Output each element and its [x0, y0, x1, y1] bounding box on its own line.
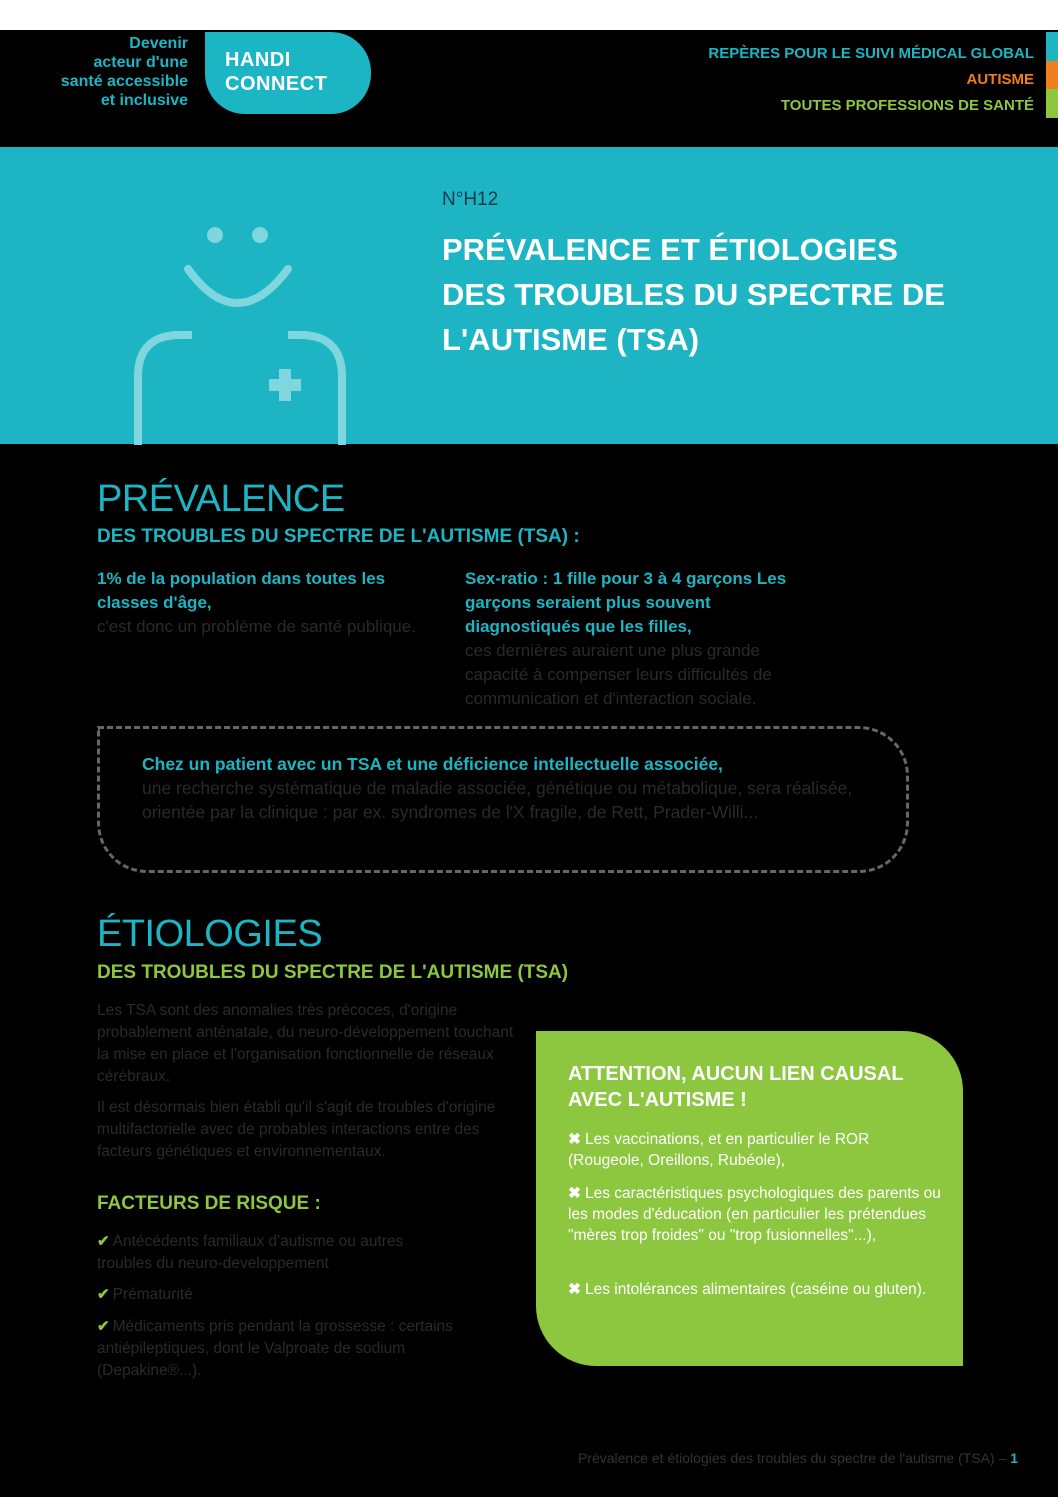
color-bar-segment: [1046, 89, 1058, 118]
cross-icon: ✖: [568, 1281, 581, 1298]
handi-connect-logo: [205, 32, 371, 114]
prevalence-left-text: c'est donc un problème de santé publique.: [97, 617, 416, 636]
attention-item: [568, 1129, 948, 1171]
title-banner: [0, 147, 1058, 444]
prevalence-left-column: [97, 567, 427, 639]
logo-line2: CONNECT: [225, 73, 328, 95]
risk-item-text: Médicaments pris pendant la grossesse : certains antiépileptiques, dont le Valproate de sodium (Depakine®...).: [97, 1318, 453, 1379]
prevalence-right-column: [465, 567, 825, 711]
footer-separator: –: [998, 1450, 1007, 1466]
attention-item-text: Les caractéristiques psychologiques des parents ou les modes d'éducation (en particulier les prétendues "mères trop froides" ou "trop fusionnelles"...),: [568, 1185, 941, 1244]
tagline-line: et inclusive: [100, 92, 188, 109]
category-professions: TOUTES PROFESSIONS DE SANTÉ: [780, 97, 1034, 114]
tagline: [20, 34, 188, 110]
logo-line1: HANDI: [225, 49, 291, 71]
document-number: N°H12: [442, 189, 499, 210]
section-title-etiologies: ÉTIOLOGIES: [97, 913, 323, 955]
attention-item-text: Les intolérances alimentaires (caséine ou gluten).: [585, 1281, 927, 1298]
section-subtitle-prevalence: DES TROUBLES DU SPECTRE DE L'AUTISME (TSA) :: [97, 526, 580, 547]
tagline-line: Devenir: [129, 35, 188, 52]
dashed-note-text: [142, 752, 862, 824]
risk-item: [97, 1316, 457, 1382]
page-title: PRÉVALENCE ET ÉTIOLOGIES DES TROUBLES DU SPECTRE DE L'AUTISME (TSA): [442, 232, 945, 357]
risk-factors-title: FACTEURS DE RISQUE :: [97, 1193, 321, 1214]
page-footer: [578, 1450, 1018, 1466]
prevalence-right-highlight: Sex-ratio : 1 fille pour 3 à 4 garçons Les garçons seraient plus souvent diagnostiqués que les filles,: [465, 569, 787, 636]
cross-icon: ✖: [568, 1131, 581, 1148]
tagline-line: acteur d'une: [93, 54, 188, 71]
section-title-prevalence: PRÉVALENCE: [97, 478, 345, 520]
prevalence-right-text: ces dernières auraient une plus grande capacité à compenser leurs difficultés de communication et d'interaction sociale.: [465, 641, 772, 708]
check-icon: ✔: [97, 1233, 110, 1250]
doctor-smiley-icon: [120, 217, 360, 447]
attention-item: [568, 1183, 948, 1246]
tagline-line: santé accessible: [60, 73, 188, 90]
category-labels: [708, 41, 1034, 119]
category-global: REPÈRES POUR LE SUIVI MÉDICAL GLOBAL: [708, 45, 1034, 62]
color-bar-segment: [1046, 32, 1058, 61]
note-text: une recherche systématique de maladie associée, génétique ou métabolique, sera réalisée, orientée par la clinique : par ex. syndromes de l'X fragile, de Rett, Prader-Willi...: [142, 778, 853, 822]
check-icon: ✔: [97, 1318, 110, 1335]
cross-icon: ✖: [568, 1185, 581, 1202]
etiologies-paragraph-2: Il est désormais bien établi qu'il s'agit de troubles d'origine multifactorielle avec de probables interactions entre des facteurs génétiques et environnementaux.: [97, 1099, 496, 1160]
top-margin: [0, 0, 1058, 30]
check-icon: ✔: [97, 1286, 110, 1303]
etiologies-paragraph-1: Les TSA sont des anomalies très précoces, d'origine probablement anténatale, du neuro-développement touchant la mise en place et l'organisation fonctionnelle de réseaux cérébraux.: [97, 1002, 514, 1085]
attention-box: [536, 1031, 963, 1366]
risk-item: [97, 1231, 457, 1275]
risk-item-text: Prématurité: [112, 1286, 193, 1303]
risk-item-text: Antécédents familiaux d'autisme ou autres troubles du neuro-developpement: [97, 1233, 404, 1272]
category-autisme: AUTISME: [966, 71, 1034, 88]
attention-item: [568, 1279, 948, 1300]
page-number: 1: [1010, 1450, 1018, 1466]
risk-item: [97, 1284, 457, 1306]
footer-text: Prévalence et étiologies des troubles du spectre de l'autisme (TSA): [577, 1450, 995, 1466]
category-color-bar: [1046, 32, 1058, 118]
prevalence-left-highlight: 1% de la population dans toutes les classes d'âge,: [97, 569, 386, 612]
section-subtitle-etiologies: DES TROUBLES DU SPECTRE DE L'AUTISME (TSA): [97, 962, 569, 983]
attention-item-text: Les vaccinations, et en particulier le ROR (Rougeole, Oreillons, Rubéole),: [568, 1131, 870, 1169]
note-highlight: Chez un patient avec un TSA et une déficience intellectuelle associée,: [142, 754, 723, 774]
color-bar-segment: [1046, 61, 1058, 90]
attention-title: ATTENTION, AUCUN LIEN CAUSAL AVEC L'AUTISME !: [568, 1063, 904, 1111]
